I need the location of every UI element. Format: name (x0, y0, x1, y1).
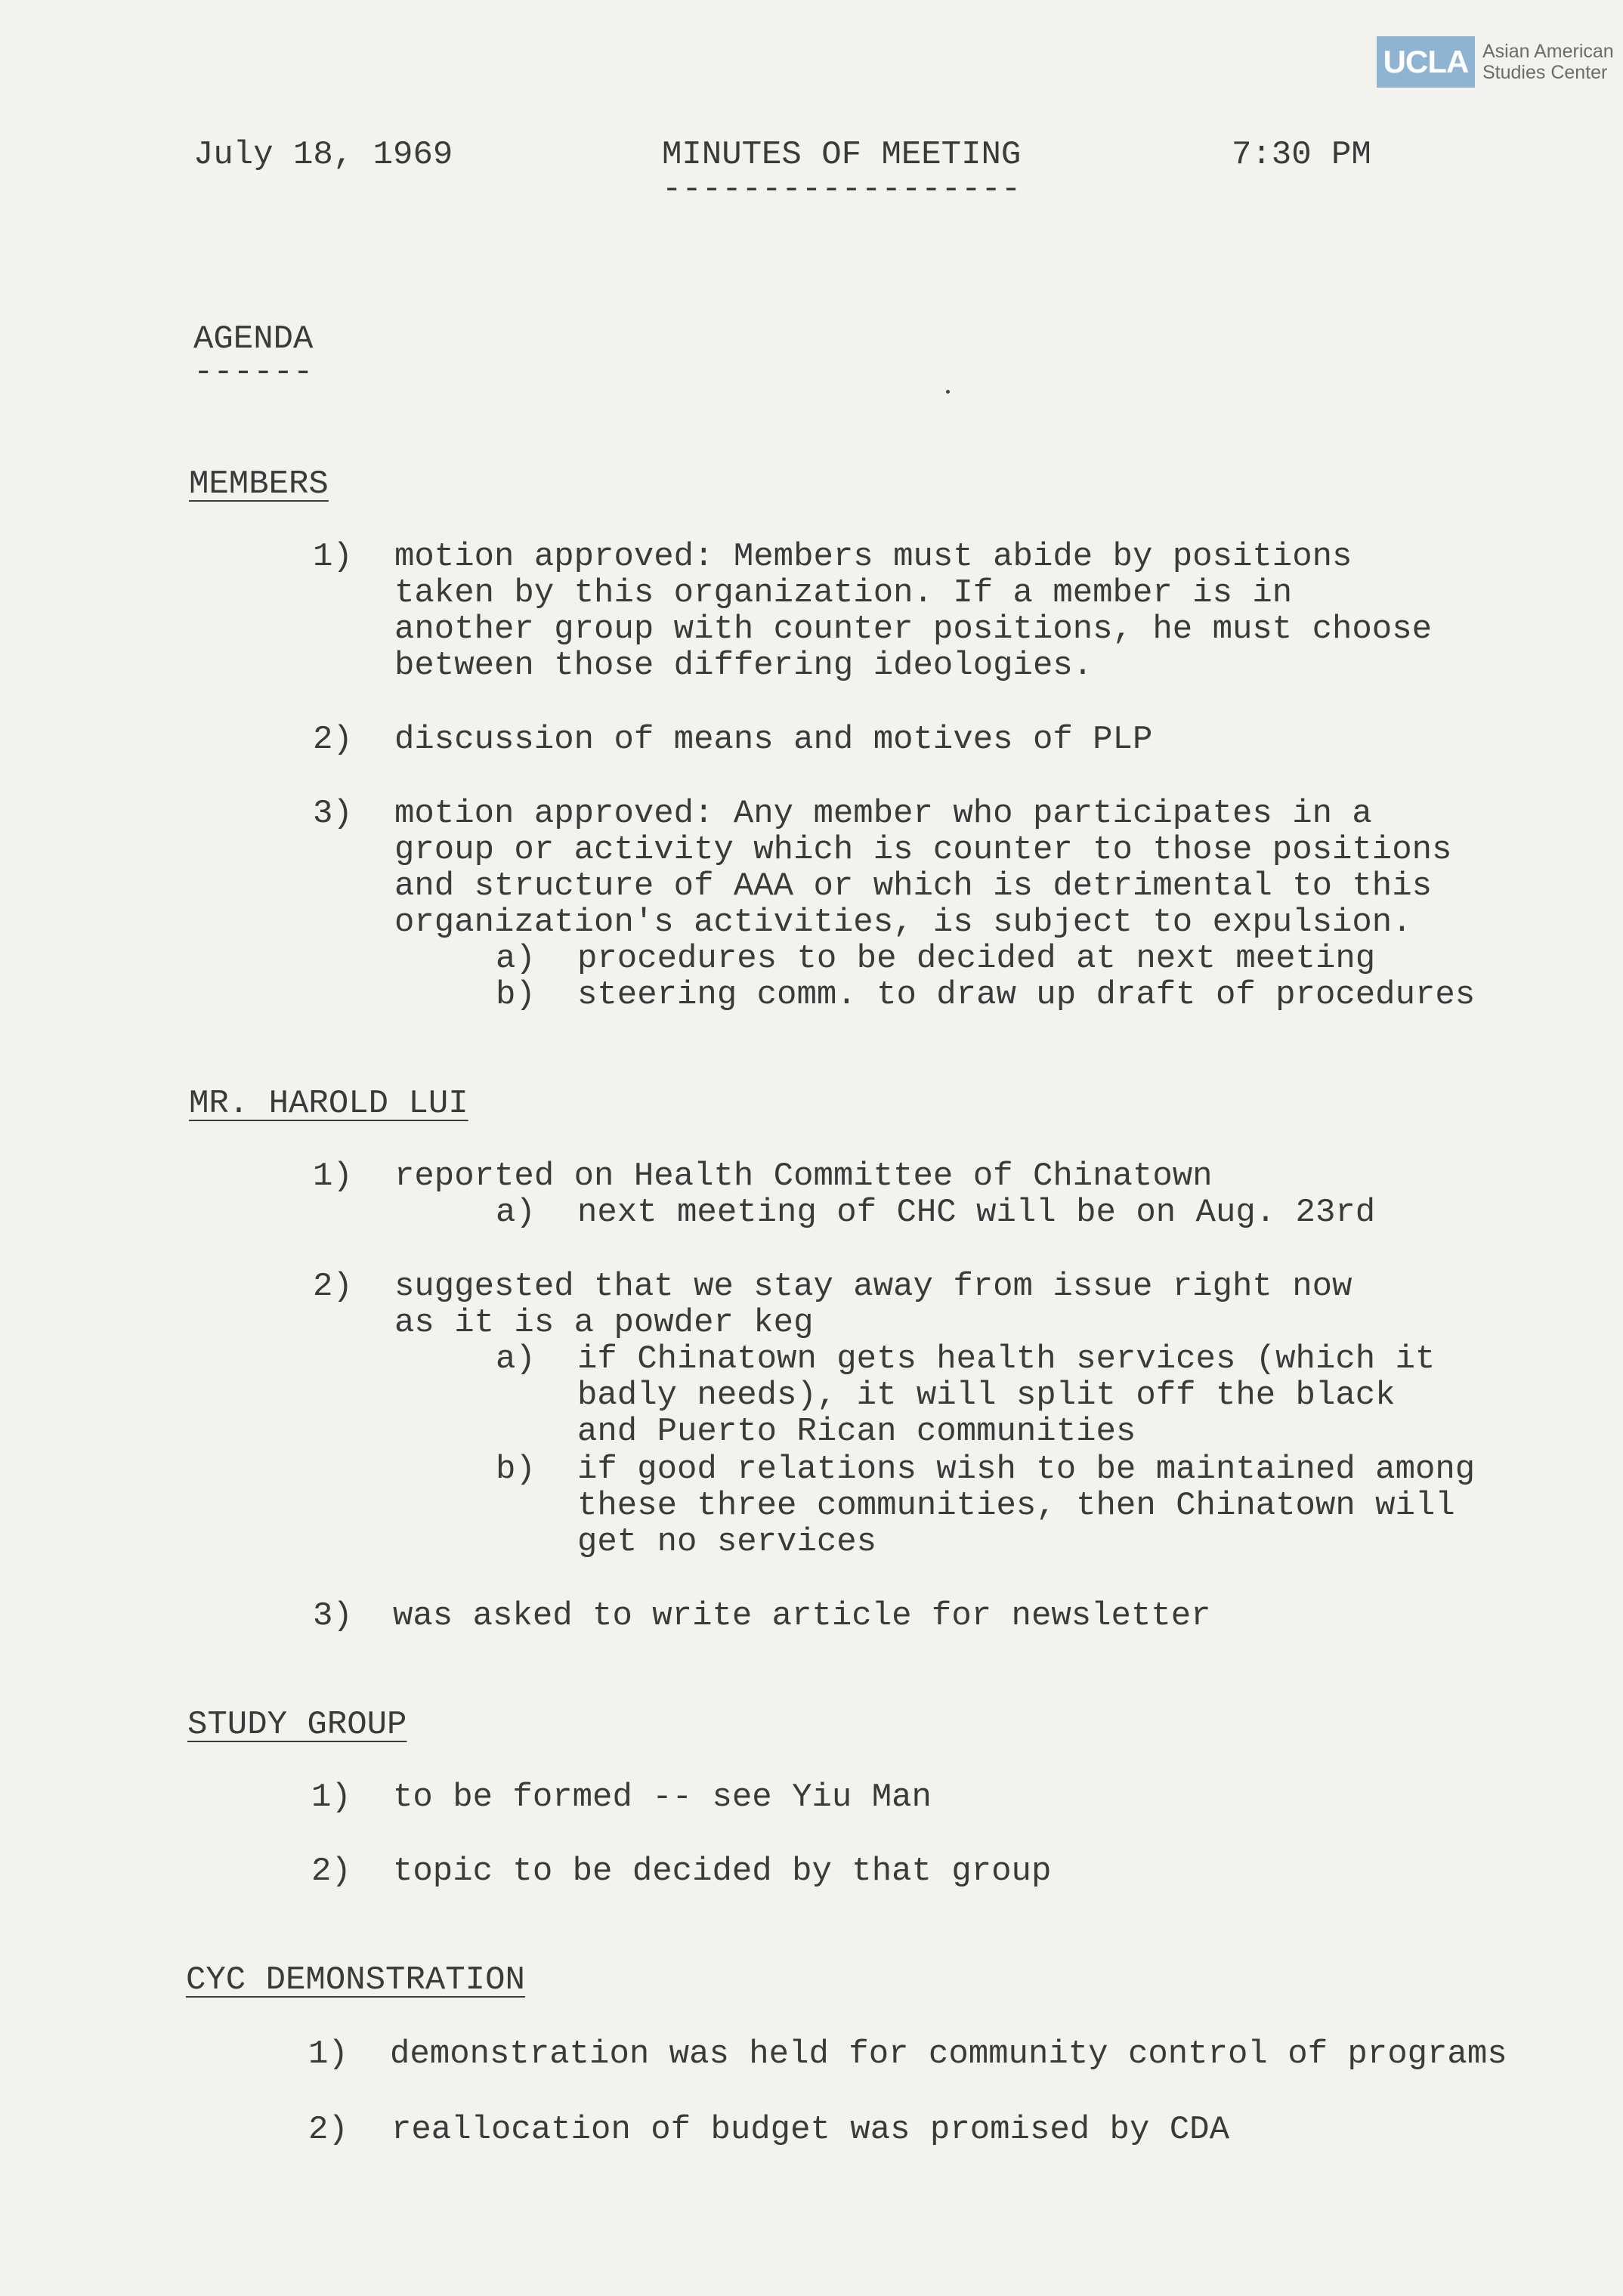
sub-item-label: a) (496, 1194, 536, 1231)
meeting-date: July 18, 1969 (193, 136, 453, 174)
sub-item-line: next meeting of CHC will be on Aug. 23rd (577, 1194, 1376, 1231)
section-heading-study-group: STUDY GROUP (187, 1706, 407, 1744)
item-number: 2) (308, 2111, 348, 2149)
item-line: was asked to write article for newsletter (393, 1597, 1211, 1635)
item-line: and structure of AAA or which is detrimental to this (394, 867, 1433, 905)
item-line: suggested that we stay away from issue right now (394, 1268, 1352, 1306)
item-number: 1) (308, 2035, 348, 2073)
item-number: 2) (313, 721, 353, 759)
item-line: between those differing ideologies. (394, 647, 1093, 684)
item-line: organization's activities, is subject to expulsion. (394, 904, 1412, 941)
section-heading-harold-lui: MR. HAROLD LUI (189, 1085, 468, 1123)
agenda-underline: ------ (193, 354, 314, 391)
sub-item-line: get no services (577, 1523, 877, 1561)
stray-dot (946, 390, 950, 394)
item-line: to be formed -- see Yiu Man (393, 1778, 932, 1816)
sub-item-label: b) (496, 976, 536, 1014)
sub-item-line: procedures to be decided at next meeting (577, 940, 1376, 978)
sub-item-line: if good relations wish to be maintained among (577, 1451, 1476, 1488)
logo-line-2: Studies Center (1482, 62, 1608, 83)
page-title: MINUTES OF MEETING (662, 136, 1022, 174)
logo-text (1482, 41, 1614, 83)
item-number: 1) (313, 538, 353, 576)
meeting-time: 7:30 PM (1232, 136, 1371, 174)
item-number: 1) (313, 1157, 353, 1195)
item-line: discussion of means and motives of PLP (394, 721, 1153, 759)
item-number: 3) (313, 1597, 353, 1635)
item-line: another group with counter positions, he must choose (394, 610, 1433, 648)
item-number: 3) (313, 795, 353, 833)
item-line: motion approved: Any member who participates in a (394, 795, 1372, 833)
sub-item-line: and Puerto Rican communities (577, 1413, 1136, 1451)
item-line: taken by this organization. If a member is in (394, 574, 1293, 612)
item-line: topic to be decided by that group (393, 1853, 1052, 1890)
logo-mark: UCLA (1377, 36, 1475, 88)
item-line: reported on Health Committee of Chinatown (394, 1157, 1213, 1195)
section-heading-members: MEMBERS (189, 465, 329, 503)
agenda-label: AGENDA (193, 320, 314, 358)
logo-line-1: Asian American (1482, 41, 1614, 62)
item-line: reallocation of budget was promised by CDA (391, 2111, 1229, 2149)
sub-item-label: a) (496, 1340, 536, 1378)
sub-item-line: badly needs), it will split off the black (577, 1377, 1396, 1414)
sub-item-line: steering comm. to draw up draft of procedures (577, 976, 1476, 1014)
sub-item-label: a) (496, 940, 536, 978)
sub-item-line: these three communities, then Chinatown will (577, 1487, 1455, 1525)
title-underline: ------------------ (662, 171, 1022, 209)
item-line: group or activity which is counter to those positions (394, 831, 1452, 869)
item-line: as it is a powder keg (394, 1304, 814, 1342)
item-number: 2) (313, 1268, 353, 1306)
item-number: 1) (311, 1778, 351, 1816)
section-heading-cyc-demonstration: CYC DEMONSTRATION (186, 1961, 525, 1999)
ucla-aasc-logo (1377, 36, 1614, 88)
item-number: 2) (311, 1853, 351, 1890)
item-line: motion approved: Members must abide by positions (394, 538, 1352, 576)
sub-item-line: if Chinatown gets health services (which it (577, 1340, 1436, 1378)
sub-item-label: b) (496, 1451, 536, 1488)
item-line: demonstration was held for community control of programs (390, 2035, 1507, 2073)
